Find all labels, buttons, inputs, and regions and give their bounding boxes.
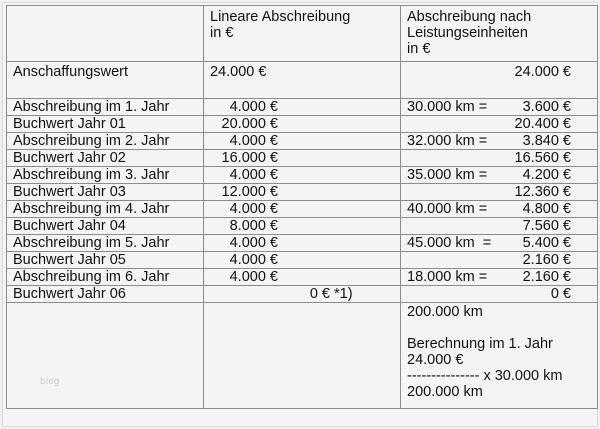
leistung-cell [401,116,598,133]
leistung-cell [401,99,598,116]
linear-cell [204,99,401,116]
leistung-cell [401,184,598,201]
linear-value: 8.000 € [229,218,278,234]
table-row [7,286,598,303]
calculation-row [7,303,598,409]
km-value: 18.000 km = [407,269,488,285]
linear-value: 4.000 € [229,167,278,183]
spacer [407,320,591,336]
km-value: 32.000 km = [407,133,488,149]
leistung-value: 12.360 € [514,184,571,200]
header-leistung [401,6,598,62]
header-leistung-title2: Leistungseinheiten [407,25,528,41]
linear-cell [204,201,401,218]
table-row [7,150,598,167]
row-label: Buchwert Jahr 05 [7,252,204,269]
table-row [7,252,598,269]
linear-value: 4.000 € [229,99,278,115]
linear-cell [204,269,401,286]
calc-fraction-line: --------------- x 30.000 km [407,368,563,384]
leistung-value: 0 € [550,286,571,302]
header-leistung-title1: Abschreibung nach [407,9,532,25]
leistung-cell [401,235,598,252]
header-linear-title: Lineare Abschreibung [210,9,351,25]
linear-value: 16.000 € [221,150,278,166]
linear-value: 4.000 € [229,269,278,285]
leistung-value: 3.840 € [522,133,571,149]
leistung-cell [401,133,598,150]
linear-value: 20.000 € [221,116,278,132]
table-row [7,116,598,133]
table-row [7,167,598,184]
table-row [7,184,598,201]
linear-value: 4.000 € [229,133,278,149]
table-row [7,218,598,235]
leistung-cell [401,286,598,303]
watermark: blog [40,377,60,387]
km-value: 30.000 km = [407,99,488,115]
linear-cell [204,286,401,303]
anschaffungswert-row [7,62,598,99]
leistung-value: 2.160 € [522,252,571,268]
linear-cell [204,167,401,184]
row-label: Abschreibung im 5. Jahr [7,235,204,252]
linear-value: 24.000 € [204,62,401,99]
header-leistung-unit: in € [407,41,431,57]
leistung-value: 4.200 € [522,167,571,183]
calc-title: Berechnung im 1. Jahr [407,336,553,352]
row-label: Abschreibung im 4. Jahr [7,201,204,218]
calc-numerator: 24.000 € [407,352,464,368]
leistung-cell [401,269,598,286]
row-label: Buchwert Jahr 03 [7,184,204,201]
leistung-value: 5.400 € [522,235,571,251]
leistung-value: 2.160 € [522,269,571,285]
leistung-cell [401,150,598,167]
linear-value: 0 € [309,286,330,302]
leistung-cell [401,167,598,184]
km-value: 45.000 km = [407,235,492,251]
linear-cell [204,218,401,235]
row-label: Buchwert Jahr 06 [7,286,204,303]
table-row [7,99,598,116]
total-km: 200.000 km [407,304,483,320]
row-label: Buchwert Jahr 01 [7,116,204,133]
header-linear-unit: in € [210,25,234,41]
row-label: Abschreibung im 3. Jahr [7,167,204,184]
linear-cell [204,184,401,201]
leistung-cell [401,201,598,218]
leistung-value: 20.400 € [514,116,571,132]
km-value: 40.000 km = [407,201,488,217]
linear-cell [204,150,401,167]
leistung-cell [401,252,598,269]
linear-cell [204,116,401,133]
table-row [7,235,598,252]
leistung-value: 24.000 € [401,62,598,99]
footer-empty-cell [204,303,401,409]
km-value: 35.000 km = [407,167,488,183]
calc-denominator: 200.000 km [407,384,483,400]
linear-value: 4.000 € [229,235,278,251]
leistung-value: 3.600 € [522,99,571,115]
header-empty-cell [7,6,204,62]
header-row [7,6,598,62]
depreciation-table [6,5,598,409]
linear-cell [204,235,401,252]
leistung-value: 7.560 € [522,218,571,234]
table-row [7,269,598,286]
linear-cell [204,133,401,150]
footer-empty-cell [7,303,204,409]
row-label: Abschreibung im 1. Jahr [7,99,204,116]
leistung-cell [401,218,598,235]
linear-value: 4.000 € [229,252,278,268]
leistung-value: 4.800 € [522,201,571,217]
table-row [7,133,598,150]
linear-value: 4.000 € [229,201,278,217]
row-label: Abschreibung im 2. Jahr [7,133,204,150]
leistung-value: 16.560 € [514,150,571,166]
linear-value: 12.000 € [221,184,278,200]
row-label: Abschreibung im 6. Jahr [7,269,204,286]
footnote-marker: *1) [334,286,353,302]
row-label: Buchwert Jahr 04 [7,218,204,235]
linear-cell [204,252,401,269]
table-row [7,201,598,218]
header-linear [204,6,401,62]
row-label: Buchwert Jahr 02 [7,150,204,167]
row-label: Anschaffungswert [7,62,204,99]
calculation-cell [401,303,598,409]
